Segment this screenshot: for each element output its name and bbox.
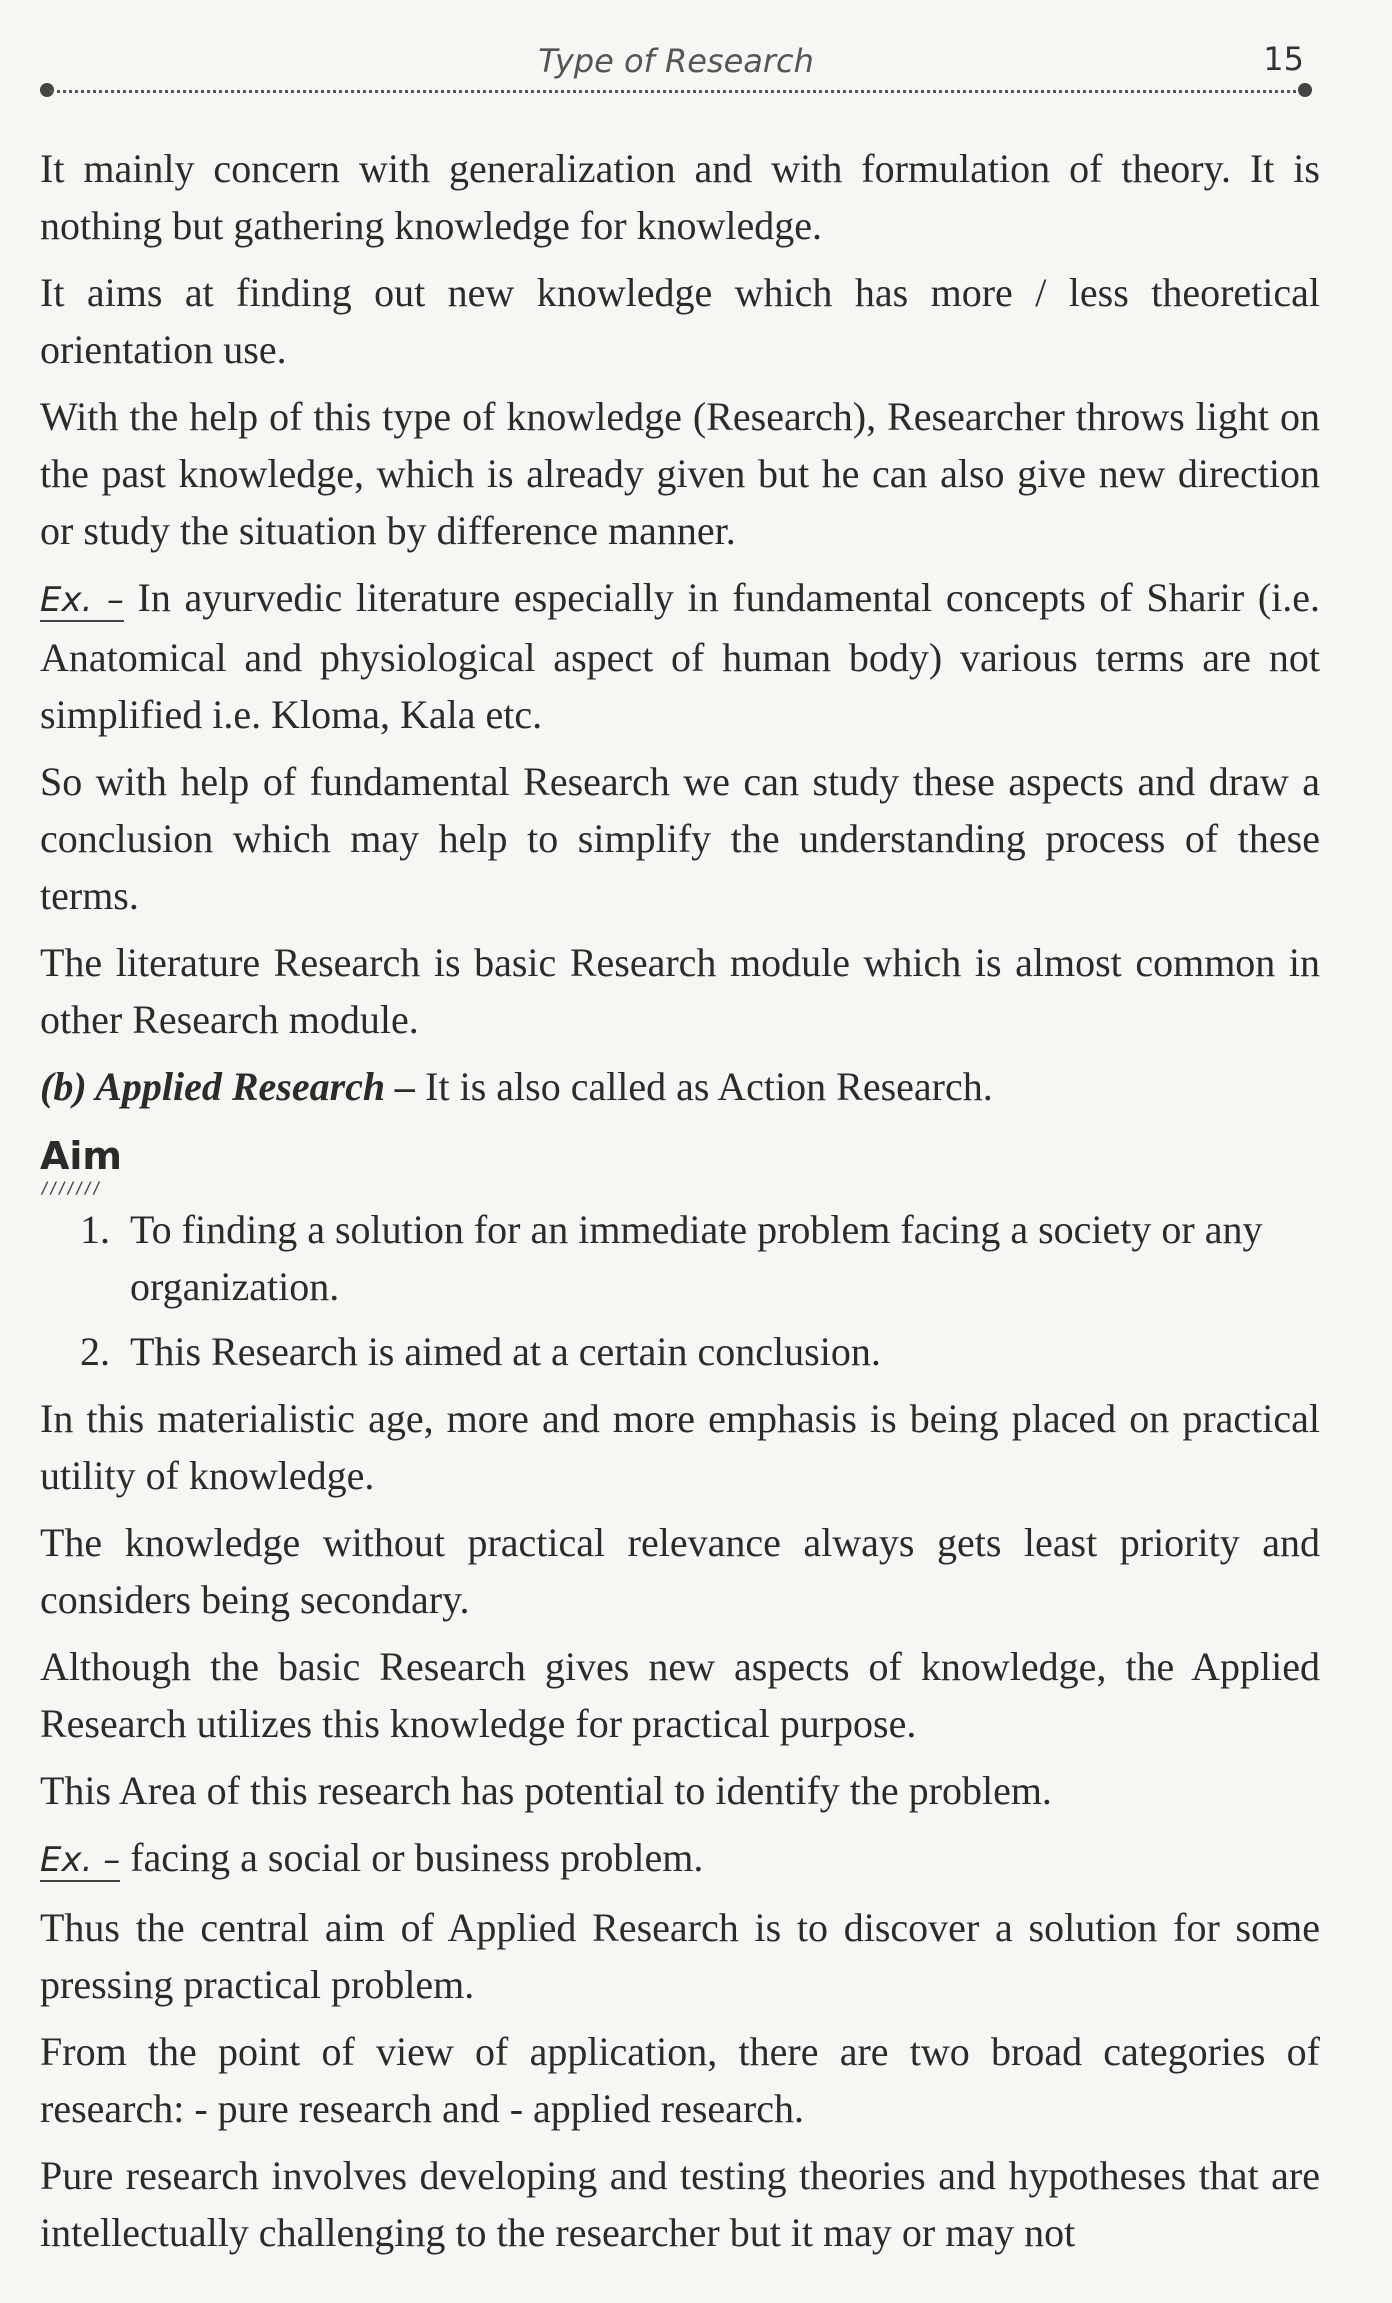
paragraph: With the help of this type of knowledge (Research), Researcher throws light on the past knowledge, which is already given but he can also give new direction or study the situation by difference manner. (40, 394, 1320, 553)
body-text (40, 140, 1320, 2271)
example-paragraph (40, 1829, 1320, 1889)
running-title: Type of Research (538, 42, 814, 80)
aim-underline-hatch: /////// (40, 1178, 101, 1197)
paragraph: Pure research involves developing and testing theories and hypotheses that are intellectually challenging to the researcher but it may or may not (40, 2153, 1320, 2255)
aim-heading: Aim (40, 1134, 123, 1178)
page-number: 15 (1263, 40, 1304, 78)
aim-list (40, 1201, 1320, 1380)
paragraph: From the point of view of application, there are two broad categories of research: - pure research and - applied research. (40, 2029, 1320, 2131)
paragraph: This Area of this research has potential to identify the problem. (40, 1768, 1052, 1813)
paragraph: It aims at finding out new knowledge which has more / less theoretical orientation use. (40, 270, 1320, 372)
section-subheading: (b) Applied Research – (40, 1064, 416, 1109)
example-label: Ex. – (40, 580, 124, 620)
paragraph: In this materialistic age, more and more emphasis is being placed on practical utility of knowledge. (40, 1396, 1320, 1498)
applied-research-paragraph (40, 1058, 1320, 1115)
example-label: Ex. – (40, 1840, 121, 1880)
example-text: facing a social or business problem. (120, 1835, 704, 1880)
header-dotted-rule (50, 90, 1302, 93)
running-header (40, 38, 1312, 98)
aim-list-item: 1. To finding a solution for an immediate problem facing a society or any organization. (120, 1201, 1320, 1315)
paragraph: The literature Research is basic Research module which is almost common in other Research module. (40, 940, 1320, 1042)
paragraph: So with help of fundamental Research we can study these aspects and draw a conclusion which may help to simplify the understanding process of these terms. (40, 759, 1320, 918)
example-paragraph (40, 569, 1320, 743)
paragraph: The knowledge without practical relevance always gets least priority and considers being secondary. (40, 1520, 1320, 1622)
header-dot-right (1298, 83, 1312, 97)
paragraph: Thus the central aim of Applied Research is to discover a solution for some pressing practical problem. (40, 1905, 1320, 2007)
aim-list-item: 2. This Research is aimed at a certain conclusion. (120, 1323, 1320, 1380)
paragraph: It mainly concern with generalization and with formulation of theory. It is nothing but gathering knowledge for knowledge. (40, 146, 1320, 248)
subheading-text: It is also called as Action Research. (415, 1064, 993, 1109)
paragraph: Although the basic Research gives new aspects of knowledge, the Applied Research utilizes this knowledge for practical purpose. (40, 1644, 1320, 1746)
example-text: In ayurvedic literature especially in fundamental concepts of Sharir (i.e. Anatomical and physiological aspect of human body) various terms are not simplified i.e. Kloma, Kala etc. (40, 575, 1321, 737)
